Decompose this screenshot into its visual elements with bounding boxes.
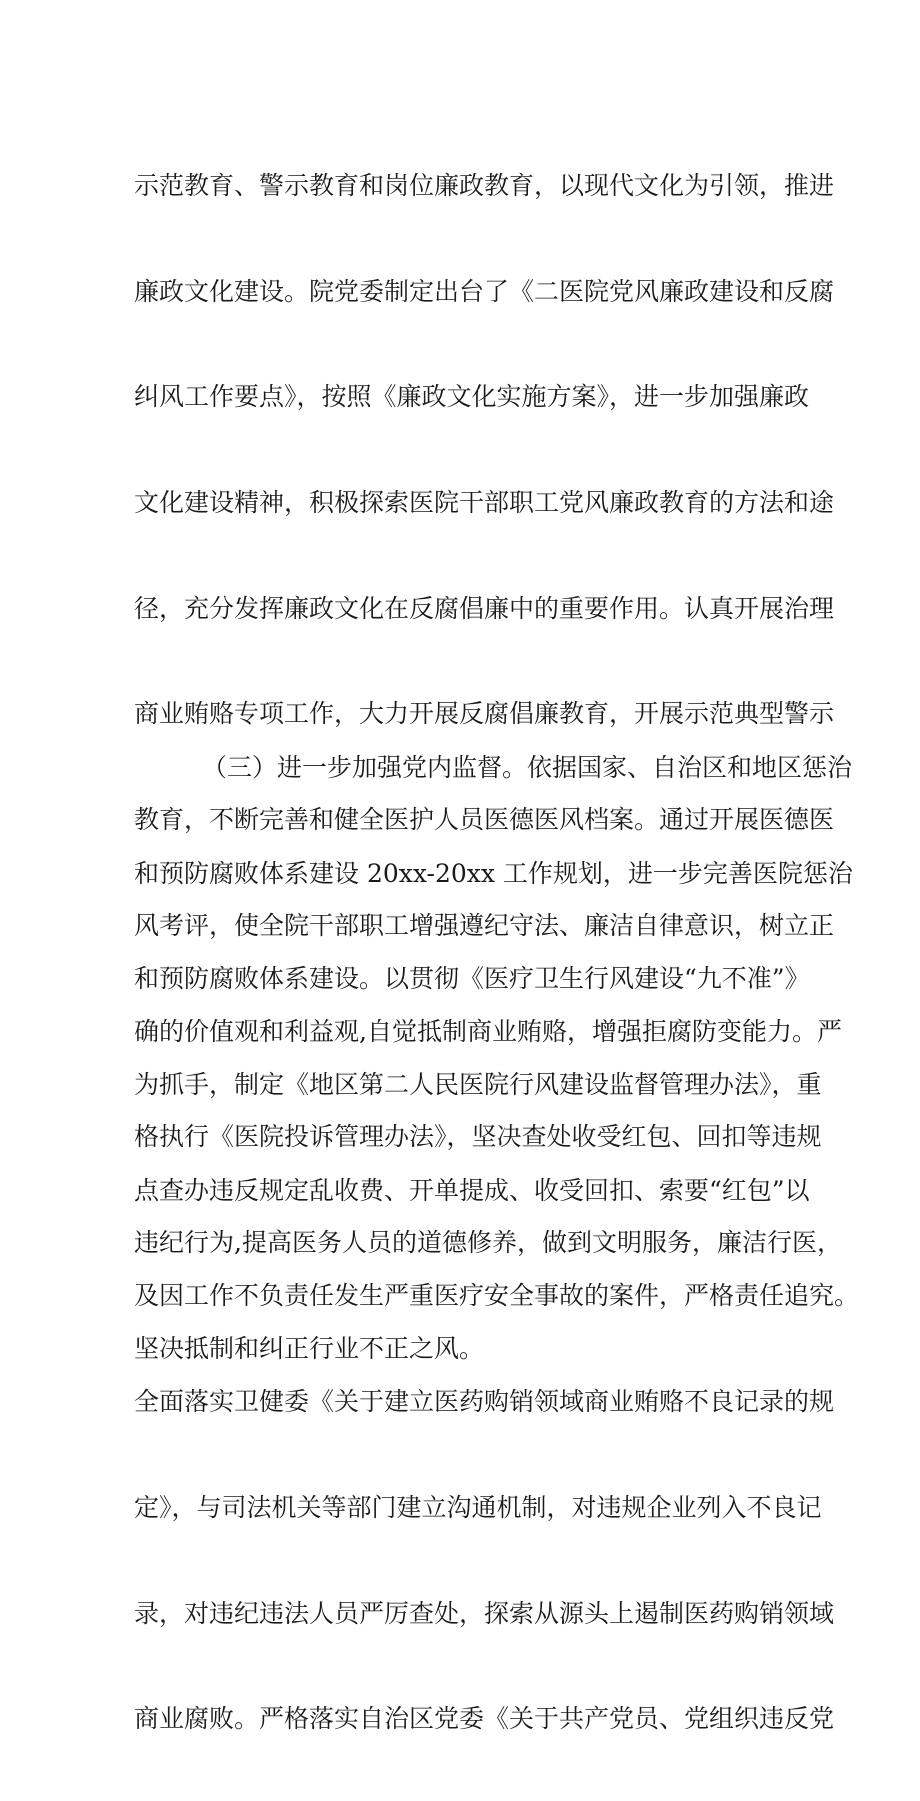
text-line: 风考评，使全院干部职工增强遵纪守法、廉洁自律意识，树立正 — [134, 910, 835, 940]
text-line: 定》，与司法机关等部门建立沟通机制，对违规企业列入不良记 — [134, 1492, 822, 1522]
text-line: 为抓手，制定《地区第二人民医院行风建设监督管理办法》，重 — [134, 1070, 822, 1100]
text-line: 及因工作不负责任发生严重医疗安全事故的案件，严格责任追究。 — [134, 1281, 860, 1311]
text-line: 和预防腐败体系建设。以贯彻《医疗卫生行风建设“九不准”》 — [134, 964, 810, 994]
text-line: 商业腐败。严格落实自治区党委《关于共产党员、党组织违反党 — [134, 1704, 835, 1734]
text-line: 和预防腐败体系建设 20xx-20xx 工作规划，进一步完善医院惩治 — [134, 858, 853, 888]
text-line: 纠风工作要点》，按照《廉政文化实施方案》，进一步加强廉政 — [134, 382, 810, 412]
text-line: 点查办违反规定乱收费、开单提成、收受回扣、索要“红包”以 — [134, 1175, 810, 1205]
text-line: 坚决抵制和纠正行业不正之风。 — [134, 1333, 485, 1363]
text-line: 径，充分发挥廉政文化在反腐倡廉中的重要作用。认真开展治理 — [134, 593, 835, 623]
text-line: （三）进一步加强党内监督。依据国家、自治区和地区惩治 — [202, 753, 853, 782]
text-line: 廉政文化建设。院党委制定出台了《二医院党风廉政建设和反腐 — [134, 276, 835, 306]
text-line: 商业贿赂专项工作，大力开展反腐倡廉教育，开展示范典型警示 — [134, 699, 835, 729]
text-line: 格执行《医院投诉管理办法》，坚决查处收受红包、回扣等违规 — [134, 1122, 822, 1152]
text-line: 示范教育、警示教育和岗位廉政教育，以现代文化为引领，推进 — [134, 171, 835, 200]
text-line: 录，对违纪违法人员严厉查处，探索从源头上遏制医药购销领域 — [134, 1598, 835, 1628]
text-line: 违纪行为,提高医务人员的道德修养，做到文明服务，廉洁行医， — [134, 1227, 842, 1257]
text-line: 文化建设精神，积极探索医院干部职工党风廉政教育的方法和途 — [134, 488, 835, 518]
paragraph-party-supervision — [134, 686, 860, 1801]
text-line: 全面落实卫健委《关于建立医药购销领域商业贿赂不良记录的规 — [134, 1387, 835, 1417]
text-line: 教育，不断完善和健全医护人员医德医风档案。通过开展医德医 — [134, 805, 835, 835]
text-line: 确的价值观和利益观,自觉抵制商业贿赂，增强拒腐防变能力。严 — [134, 1016, 842, 1046]
